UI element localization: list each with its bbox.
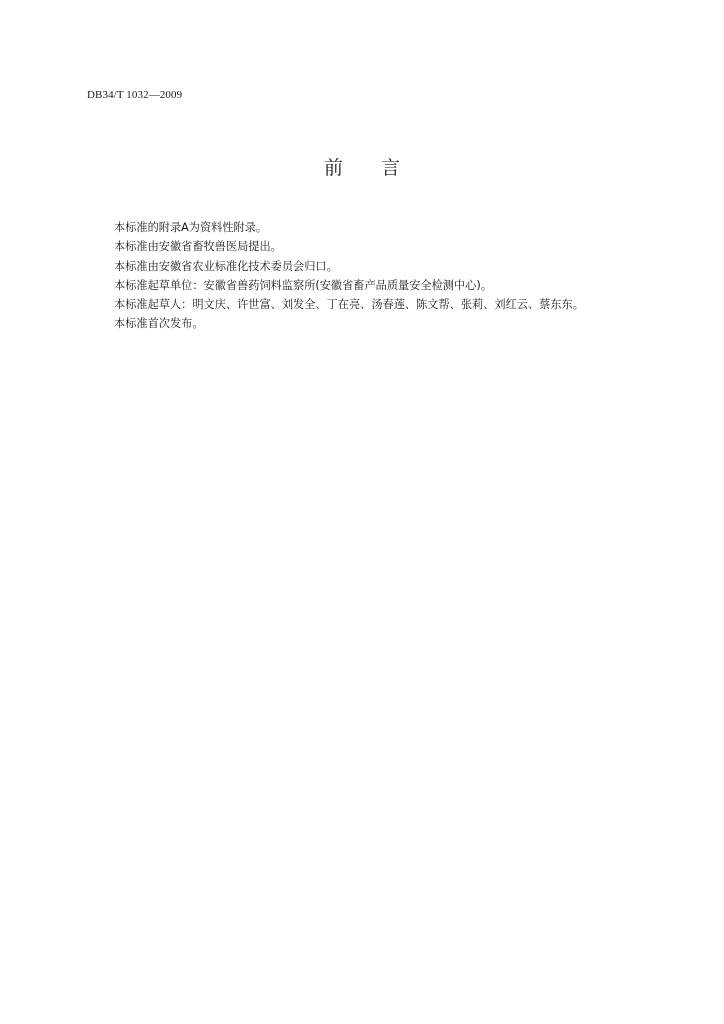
paragraph-first-release: 本标准首次发布。 <box>114 317 204 331</box>
paragraph-appendix: 本标准的附录A为资料性附录。 <box>114 221 268 234</box>
page-title <box>0 156 724 180</box>
title-char-2: 言 <box>381 157 401 179</box>
paragraph-governing-committee: 本标准由安徽省农业标准化技术委员会归口。 <box>114 259 338 273</box>
paragraph-drafters: 本标准起草人：明文庆、许世富、刘发全、丁在亮、汤春莲、陈文帮、张莉、刘红云、蔡东东。 <box>114 298 584 312</box>
standard-code: DB34/T 1032—2009 <box>87 89 183 101</box>
paragraph-drafting-unit: 本标准起草单位：安徽省兽药饲料监察所(安徽省畜产品质量安全检测中心)。 <box>114 278 492 292</box>
title-char-1: 前 <box>323 157 343 179</box>
paragraph-proposer: 本标准由安徽省畜牧兽医局提出。 <box>114 240 282 254</box>
foreword-body <box>114 218 584 334</box>
